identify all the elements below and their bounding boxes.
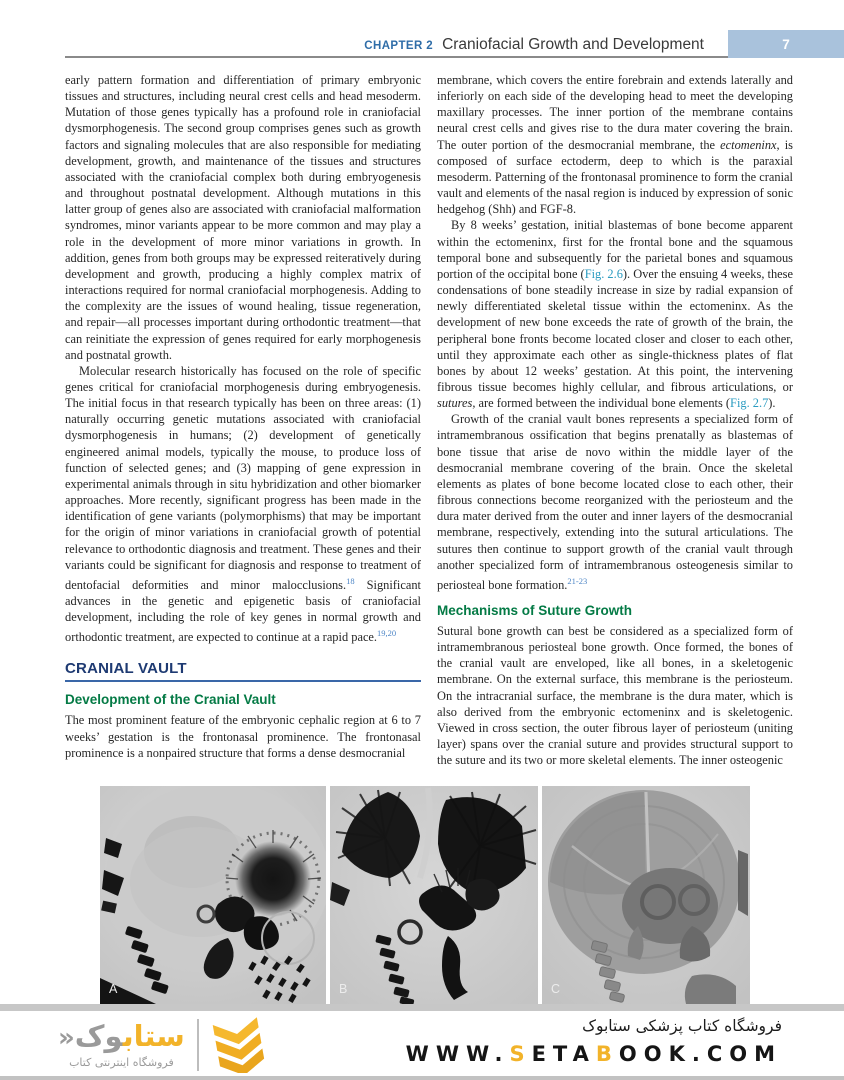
right-text-column xyxy=(437,72,793,768)
figure-reference-link[interactable]: Fig. 2.7 xyxy=(730,396,769,411)
setabook-logo xyxy=(58,1016,267,1074)
paragraph xyxy=(65,712,421,760)
text-run: sutures, xyxy=(437,396,476,411)
text-run: membrane, which covers the entire forebrain and extends laterally and inferiorly on each side of the developing head to meet the developing maxillary processes. The inner portion of the membrane contains neural crest cells and gives rise to the dura mater covering the brain. The outer portion of the desmocranial membrane, the xyxy=(437,73,793,152)
text-run: The most prominent feature of the embryonic cephalic region at 6 to 7 weeks’ gestation is the frontonasal prominence. The frontonasal prominence is a nonpaired structure that forms a dense desmocranial xyxy=(65,713,421,760)
subsection-heading: Development of the Cranial Vault xyxy=(65,692,276,708)
page-number: 7 xyxy=(782,36,790,52)
citation-link[interactable]: 18 xyxy=(346,575,355,586)
figure-label-a: A xyxy=(109,982,118,996)
fetal-skull-image-b xyxy=(330,786,538,1004)
text-run: ). xyxy=(768,396,776,411)
fetal-skull-image-a xyxy=(100,786,326,1004)
url-segment: B xyxy=(595,1042,619,1066)
figure-skull-series xyxy=(100,786,750,1004)
logo-divider xyxy=(197,1019,199,1071)
logo-guillemet-mark: « xyxy=(58,1023,75,1053)
left-text-column xyxy=(65,72,421,761)
fetal-skull-image-c xyxy=(542,786,750,1004)
url-segment: WWW. xyxy=(405,1042,510,1066)
figure-label-b: B xyxy=(339,982,348,996)
text-run: Molecular research historically has focused on the role of specific genes critical for craniofacial morphogenesis during embryogenesis. The initial focus in that research typically has been on three areas: (1) naturally occurring genetic mutations associated with craniofacial dysmorphogenesis in humans; (2) development of genetically engineered animal models, typically the mouse, to produce loss of function of selected genes; and (3) mapping of gene expression in experimental animals through in situ hybridization and other biomarker approaches. More recently, significant progress has been made in the identification of gene variants (polymorphisms) that may be important for the origin of minor variations in craniofacial growth of potential relevance to orthodontic diagnosis and treatment. These genes and their variants could be significant for diagnosis and response to treatment of dentofacial deformities and minor malocclusions. xyxy=(65,363,421,592)
figure-shadow-band xyxy=(0,1004,844,1011)
figure-panel-b xyxy=(330,786,538,1004)
figure-reference-link[interactable]: Fig. 2.6 xyxy=(584,266,623,281)
header-rule xyxy=(65,56,728,58)
paragraph xyxy=(65,72,421,363)
text-run: are formed between the individual bone elements ( xyxy=(475,396,731,411)
url-segment: S xyxy=(509,1042,532,1066)
url-segment: ETA xyxy=(531,1042,596,1066)
logo-wordmark xyxy=(58,1021,185,1053)
text-run: ectomeninx, xyxy=(720,137,780,152)
running-header xyxy=(364,36,704,54)
section-heading: CRANIAL VAULT xyxy=(65,660,421,682)
logo-text-block xyxy=(58,1021,185,1069)
page-bottom-edge xyxy=(0,1076,844,1080)
paragraph xyxy=(437,411,793,593)
website-url[interactable] xyxy=(406,1042,782,1066)
citation-link[interactable]: 19,20 xyxy=(377,628,397,639)
paragraph xyxy=(437,217,793,411)
url-segment: OOK.COM xyxy=(618,1042,782,1066)
page-number-tab xyxy=(728,30,844,58)
logo-subtitle: فروشگاه اینترنتی کتاب xyxy=(69,1056,174,1069)
logo-wordmark-yellow: ستاب xyxy=(122,1019,185,1053)
text-run: Sutural bone growth can best be considered as a specialized form of intramembranous periosteal bone growth. Once formed, the bones of the cranial vault are enveloped, like all bones, in a skeletogenic membrane. On the external surface, this membrane is the periosteum. On the intracranial surface, the membrane is the dura mater, which is also derived from the embryonic ectomeninx and is skeletogenic. Viewed in cross section, the outer fibrous layer of periosteum (uniting layer) spans over the cranial suture and provides structural support to the suture and its two or more skeletal elements. The inner osteogenic xyxy=(437,624,793,768)
chevron-emblem-icon xyxy=(211,1017,267,1073)
store-name-farsi: فروشگاه کتاب پزشکی ستابوک xyxy=(582,1017,782,1035)
text-run: early pattern formation and differentiation of primary embryonic tissues and structures, including neural crest cells and head mesoderm. Mutation of those genes typically has a profound role in craniofacial dysmorphogenesis. The second group comprises genes such as growth factors and signaling molecules that are also responsible for mediating development, growth, and maintenance of the tissues and structures associated with the craniofacial complex both during embryogenesis and throughout postnatal development. Although mutations in this latter group of genes also are associated with craniofacial malformation syndromes, minor variants appear to be more common and may play a role in the development of more minor variations in growth. In addition, genes from both groups may be expressed reiteratively during development and growth, producing a highly complex matrix of interactions required for normal craniofacial morphogenesis. Adding to the complexity are the issues of wound healing, tissue regeneration, and repair—all processes important during orthodontic treatment—that can reinitiate the expression of genes required for early morphogenesis and postnatal growth. xyxy=(65,73,421,362)
figure-panel-a xyxy=(100,786,326,1004)
paragraph xyxy=(437,623,793,768)
text-run: By 8 weeks’ gestation, initial blastemas of bone become apparent within the ectomeninx, first for the frontal bone and the squamous temporal bone and subsequently for the parietal bones and squamous portion of the occipital bone ( xyxy=(437,218,793,281)
text-run: Significant advances in the genetic and epigenetic basis of craniofacial development, including the role of key genes in normal growth and orthodontic treatment, are expected to continue at a rapid pace. xyxy=(65,577,421,645)
text-run: Growth of the cranial vault bones represents a specialized form of intramembranous ossification that begins prenatally as blastemas of bone tissue that arise de novo within the middle layer of the desmocranial membrane covering of the brain. Once the skeletal elements as plates of bone become located close to each other, their fibrous connections become reorganized with the periosteum and the dura mater derived from the outer and inner layers of the desmocranial membrane, respectively, extending into the sutural articulations. The sutures then continue to support growth of the cranial vault through another specialized form of intramembranous osteogenesis similar to periosteal bone formation. xyxy=(437,412,793,592)
logo-wordmark-gray: وک xyxy=(74,1019,123,1053)
paragraph xyxy=(65,363,421,646)
text-run: is composed of surface ectoderm, deep to which is the paraxial mesoderm. Patterning of the frontonasal prominence to form the cranial vault and elements of the nasal region is induced by expression of sonic hedgehog (Shh) and FGF-8. xyxy=(437,137,793,217)
paragraph xyxy=(437,72,793,217)
figure-panel-c xyxy=(542,786,750,1004)
subsection-heading: Mechanisms of Suture Growth xyxy=(437,603,633,618)
citation-link[interactable]: 21-23 xyxy=(567,575,588,586)
figure-label-c: C xyxy=(551,982,561,996)
text-run: ). Over the ensuing 4 weeks, these condensations of bone steadily increase in size by radial expansion of newly differentiated skeletal tissue within the ectomeninx. As the development of new bone exceeds the rate of growth of the brain, the peripheral bone fronts become located closer and closer to each other, until they approximate each other as single-thickness plates of flat bones by about 12 weeks’ gestation. At this point, the intervening fibrous tissue becomes highly cellular, and fibrous articulations, or xyxy=(437,266,793,394)
chapter-label: CHAPTER 2 xyxy=(364,40,434,52)
chapter-title: Craniofacial Growth and Development xyxy=(442,36,704,53)
footer-store-info xyxy=(406,1017,782,1066)
